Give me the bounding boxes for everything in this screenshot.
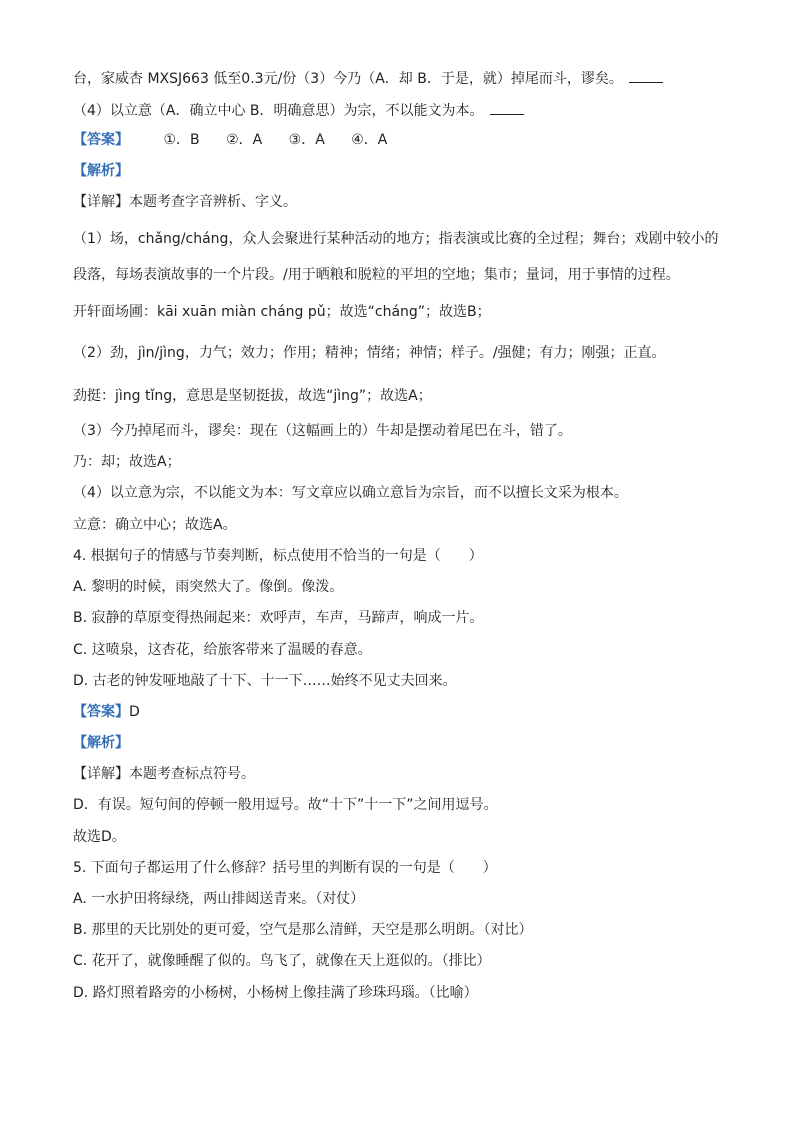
line-text: C. 花开了，就像睡醒了似的。鸟飞了，就像在天上逛似的。（排比） [73,953,491,969]
question-5-option-c [73,951,754,971]
analysis-tag: 【解析】 [73,163,129,179]
explanation-line [73,386,754,406]
line-text: A. 黎明的时候，雨突然大了。像倒。像泼。 [73,579,344,595]
line-text: 5. 下面句子都运用了什么修辞？括号里的判断有误的一句是（ ） [73,860,497,876]
question-5-option-b [73,920,754,940]
detail-tag: 【详解】 [73,194,129,210]
answer-line [73,702,754,722]
line-text: 4. 根据句子的情感与节奏判断，标点使用不恰当的一句是（ ） [73,548,483,564]
line-text: 台，家威杏 MXSJ663 低至0.3元/份（3）今乃（A．却 B．于是，就）掉尾而斗，谬矣。 [73,71,623,87]
line-text: （1）场，chǎng/cháng，众人会聚进行某种活动的地方；指表演或比赛的全过程；舞台；戏剧中较小的 [73,231,719,247]
answer-option: ④．A [351,132,388,148]
question-5-stem [73,858,754,878]
explanation-line [73,421,754,441]
answer-option: ③．A [288,132,325,148]
explanation-line [73,265,754,285]
line-text: B. 寂静的草原变得热闹起来：欢呼声，车声，马蹄声，响成一片。 [73,610,484,626]
line-text: C. 这喷泉，这杏花，给旅客带来了温暖的春意。 [73,642,372,658]
line-text: 开轩面场圃：kāi xuān miàn cháng pǔ；故选“cháng”；故选B； [73,304,491,320]
line-text: 劲挺：jìng tǐng，意思是坚韧挺拔，故选“jìng”；故选A； [73,388,432,404]
question-4-option-c [73,640,754,660]
answer-blank [629,68,663,83]
line-text: （3）今乃掉尾而斗，谬矣：现在（这幅画上的）牛却是摆动着尾巴在斗，错了。 [73,423,572,439]
line-text: 段落，每场表演故事的一个片段。/用于晒粮和脱粒的平坦的空地；集市；量词，用于事情的过程。 [73,267,680,283]
question-3-part-4-line [73,100,754,121]
answer-value: D [129,704,140,720]
detail-line [73,764,754,784]
answer-option: ②．A [226,132,263,148]
explanation-line [73,452,754,472]
explanation-line [73,827,754,847]
question-5-option-d [73,983,754,1003]
line-text: 乃：却；故选A； [73,454,181,470]
explanation-line [73,302,754,322]
line-text: D．有误。短句间的停顿一般用逗号。故“十下”十一下”之间用逗号。 [73,797,498,813]
line-text: （2）劲，jìn/jìng，力气；效力；作用；精神；情绪；神情；样子。/强健；有力；刚强；正直。 [73,345,666,361]
line-text: （4）以立意为宗，不以能文为本：写文章应以确立意旨为宗旨，而不以擅长文采为根本。 [73,485,628,501]
question-3-part-3-line [73,68,754,89]
analysis-line [73,161,754,181]
line-text: 立意：确立中心；故选A。 [73,517,237,533]
line-text: A. 一水护田将绿绕，两山排闼送青来。（对仗） [73,891,365,907]
analysis-tag: 【解析】 [73,735,129,751]
line-text: （4）以立意（A．确立中心 B．明确意思）为宗，不以能文为本。 [73,103,484,119]
detail-text: 本题考查标点符号。 [129,766,255,782]
question-4-option-b [73,608,754,628]
line-text: 故选D。 [73,829,126,845]
line-text: B. 那里的天比别处的更可爱，空气是那么清鲜，天空是那么明朗。（对比） [73,922,533,938]
explanation-line [73,229,754,249]
explanation-line [73,483,754,503]
analysis-line [73,733,754,753]
question-5-option-a [73,889,754,909]
answer-line [73,130,754,150]
answer-blank [490,100,524,115]
question-4-option-a [73,577,754,597]
answer-option: ①．B [163,132,200,148]
detail-tag: 【详解】 [73,766,129,782]
detail-line [73,192,754,212]
detail-text: 本题考查字音辨析、字义。 [129,194,297,210]
line-text: D. 路灯照着路旁的小杨树，小杨树上像挂满了珍珠玛瑙。（比喻） [73,985,478,1001]
explanation-line [73,795,754,815]
explanation-line [73,515,754,535]
explanation-line [73,343,754,363]
line-text: D. 古老的钟发哑地敲了十下、十一下……始终不见丈夫回来。 [73,673,457,689]
question-4-stem [73,546,754,566]
answer-tag: 【答案】 [73,704,129,720]
question-4-option-d [73,671,754,691]
answer-tag: 【答案】 [73,132,129,148]
